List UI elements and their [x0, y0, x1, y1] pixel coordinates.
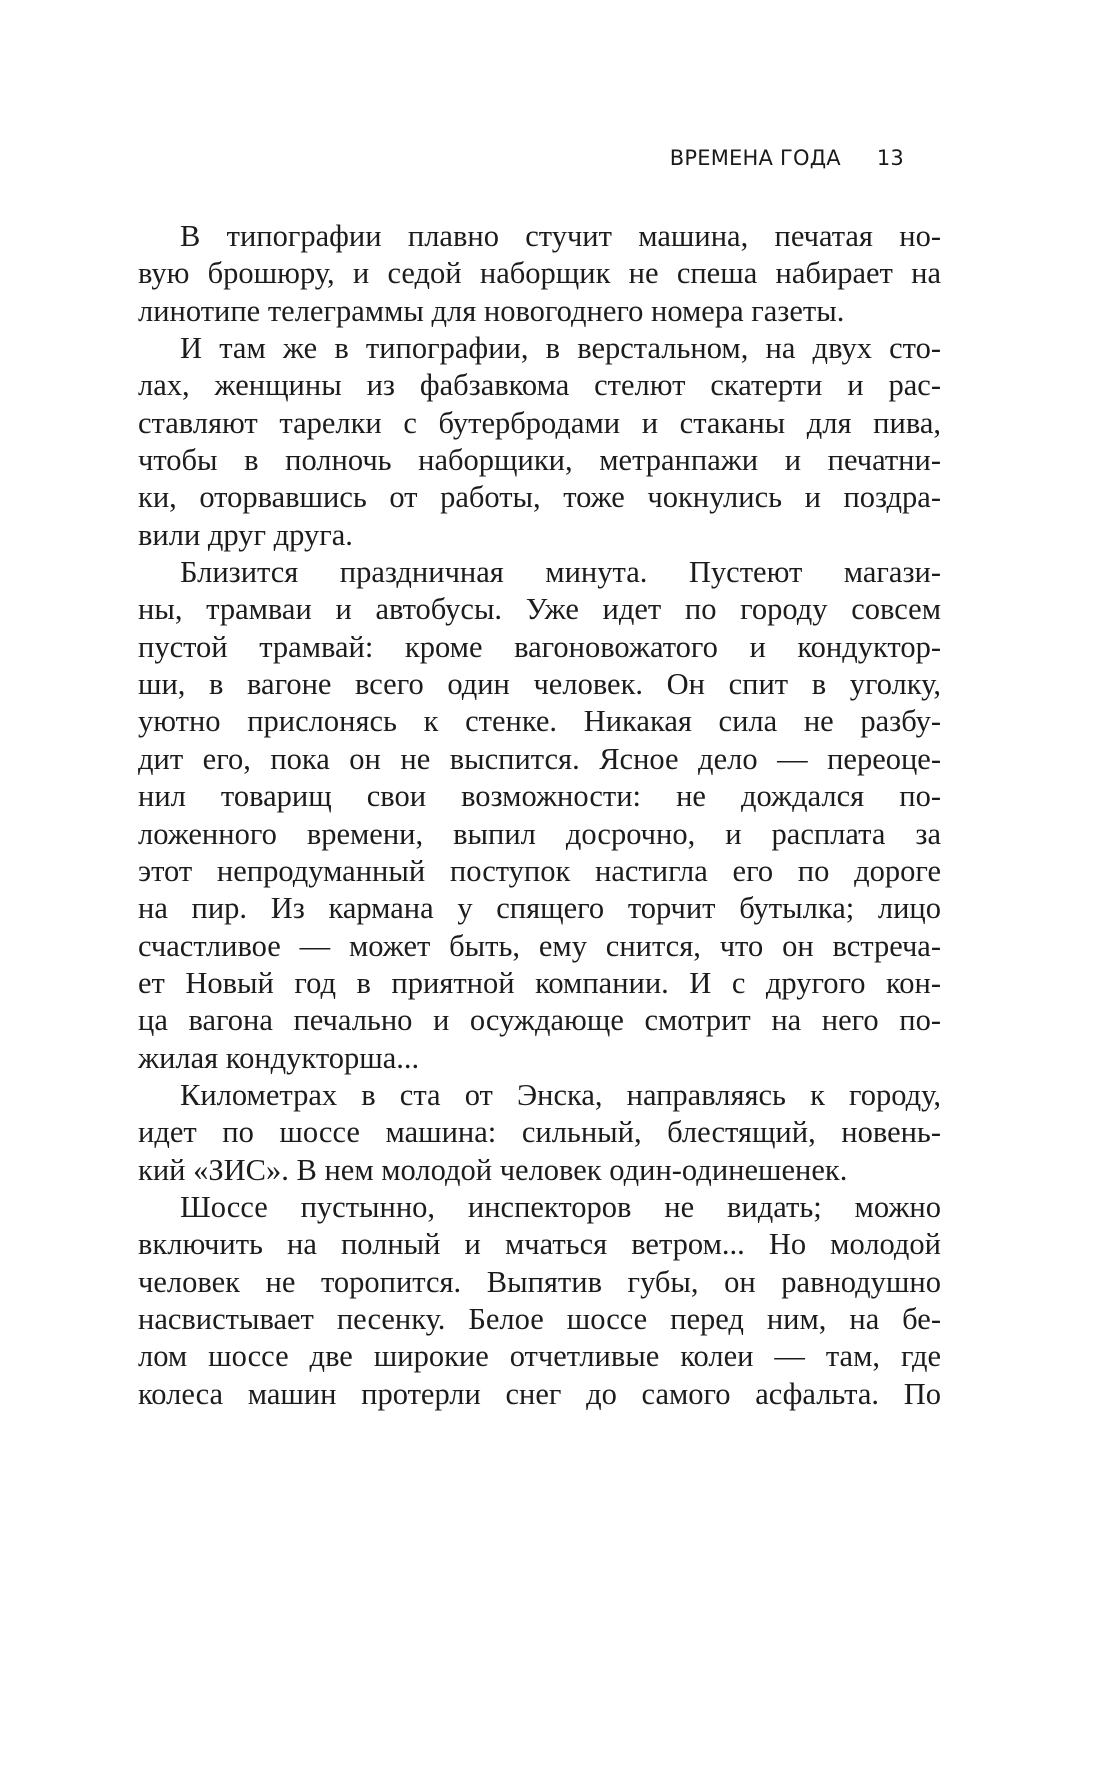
paragraph [138, 554, 941, 1077]
text-line: ки, оторвавшись от работы, тоже чокнулись и поздра- [138, 480, 941, 515]
text-line: на пир. Из кармана у спящего торчит бутылка; лицо [138, 891, 941, 926]
text-line: чтобы в полночь наборщики, метранпажи и печатни- [138, 443, 941, 478]
text-line: счастливое — может быть, ему снится, что он встреча- [138, 928, 941, 963]
text-line: вили друг друга. [138, 517, 353, 552]
text-line: лом шоссе две широкие отчетливые колеи — там, где [138, 1339, 941, 1374]
text-line: дит его, пока он не выспится. Ясное дело — переоце- [138, 741, 941, 776]
text-line: нил товарищ свои возможности: не дождался по- [138, 779, 941, 814]
text-line: Километрах в ста от Энска, направляясь к городу, [180, 1077, 941, 1112]
text-line: вую брошюру, и седой наборщик не спеша набирает на [138, 256, 941, 291]
page-number: 13 [876, 146, 904, 170]
text-line: ложенного времени, выпил досрочно, и расплата за [138, 816, 941, 851]
text-line: ши, в вагоне всего один человек. Он спит в уголку, [138, 667, 941, 702]
text-line: человек не торопится. Выпятив губы, он равнодушно [138, 1264, 941, 1299]
text-line: ца вагона печально и осуждающе смотрит на него по- [138, 1003, 941, 1038]
paragraph [138, 1077, 941, 1189]
paragraph [138, 218, 941, 330]
text-line: Шоссе пустынно, инспекторов не видать; можно [180, 1189, 941, 1224]
text-line: жилая кондукторша... [138, 1040, 420, 1075]
body-text [138, 218, 941, 1413]
text-line: Близится праздничная минута. Пустеют магази- [180, 555, 941, 590]
text-line: идет по шоссе машина: сильный, блестящий, новень- [138, 1115, 941, 1150]
paragraph [138, 1189, 941, 1413]
text-line: этот непродуманный поступок настигла его по дороге [138, 853, 941, 888]
text-line: уютно прислонясь к стенке. Никакая сила не разбу- [138, 704, 941, 739]
running-head-title: ВРЕМЕНА ГОДА [669, 146, 841, 170]
text-line: кий «ЗИС». В нем молодой человек один-одинешенек. [138, 1152, 848, 1187]
text-line: лах, женщины из фабзавкома стелют скатерти и рас- [138, 368, 941, 403]
text-line: ны, трамваи и автобусы. Уже идет по городу совсем [138, 592, 941, 627]
text-line: насвистывает песенку. Белое шоссе перед ним, на бе- [138, 1301, 941, 1336]
text-line: линотипе телеграммы для новогоднего номера газеты. [138, 293, 845, 328]
text-line: В типографии плавно стучит машина, печатая но- [180, 219, 941, 253]
text-line: И там же в типографии, в верстальном, на двух сто- [180, 331, 941, 366]
text-line: ставляют тарелки с бутербродами и стаканы для пива, [138, 405, 941, 440]
paragraph [138, 330, 941, 554]
text-line: включить на полный и мчаться ветром... Но молодой [138, 1227, 941, 1262]
text-line: пустой трамвай: кроме вагоновожатого и кондуктор- [138, 629, 941, 664]
text-line: колеса машин протерли снег до самого асфальта. По [138, 1376, 941, 1411]
text-line: ет Новый год в приятной компании. И с другого кон- [138, 965, 941, 1000]
running-head [670, 146, 904, 170]
